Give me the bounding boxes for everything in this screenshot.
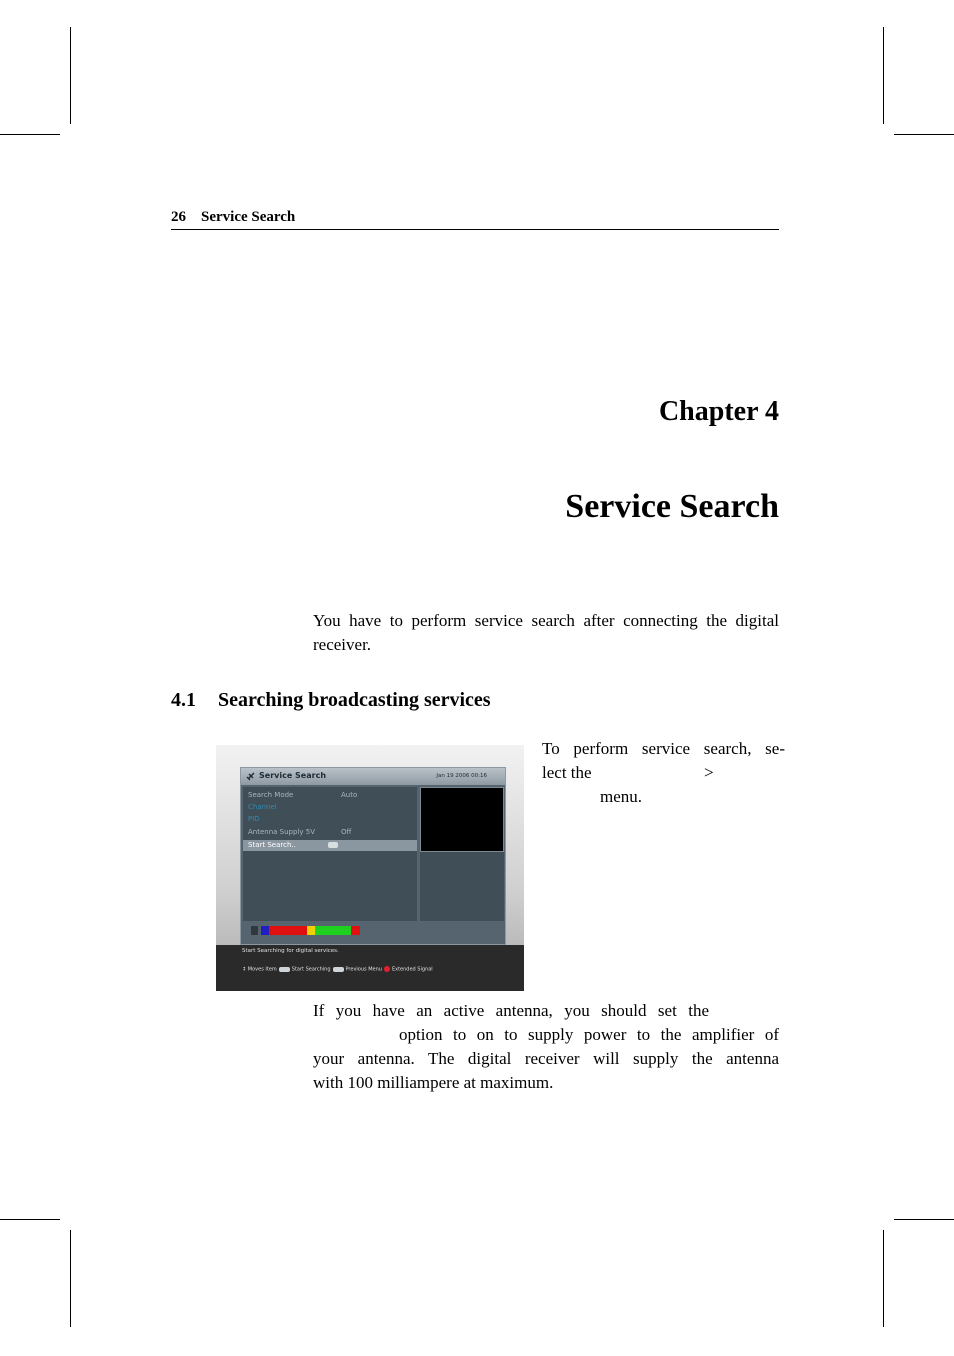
signal-segment-red-end bbox=[351, 926, 360, 935]
osd-help-bar bbox=[216, 945, 524, 991]
status-message: Start Searching for digital services. bbox=[242, 948, 339, 954]
signal-label-icon bbox=[251, 926, 258, 935]
chapter-title: Service Search bbox=[565, 488, 779, 525]
ok-key-icon bbox=[328, 842, 338, 848]
menu-selection-highlight bbox=[243, 840, 417, 851]
menu-item-channel[interactable]: Channel bbox=[248, 803, 277, 811]
section-heading bbox=[171, 689, 491, 712]
running-header bbox=[171, 209, 779, 230]
section-title: Searching broadcasting services bbox=[218, 689, 491, 711]
crop-mark bbox=[894, 1219, 954, 1220]
crop-mark bbox=[894, 134, 954, 135]
satellite-icon bbox=[246, 771, 256, 781]
osd-title-bar bbox=[241, 768, 505, 785]
antenna-line3: your antenna. The digital receiver will supply the antenna bbox=[313, 1049, 779, 1068]
section-number: 4.1 bbox=[171, 689, 196, 711]
crop-mark bbox=[70, 1230, 71, 1327]
info-panel bbox=[420, 852, 504, 921]
side-text-arrow: > bbox=[704, 763, 714, 782]
menu-item-search-mode[interactable]: Search Mode bbox=[248, 791, 294, 799]
side-text-line2 bbox=[542, 761, 592, 785]
intro-paragraph: You have to perform service search after connecting the digital receiver. bbox=[313, 611, 779, 654]
video-preview bbox=[420, 787, 504, 852]
signal-strength-bar bbox=[251, 926, 353, 935]
osd-menu bbox=[243, 787, 417, 921]
osd-title: Service Search bbox=[259, 771, 327, 780]
menu-item-pid[interactable]: PID bbox=[248, 815, 260, 823]
help-keys bbox=[242, 966, 433, 973]
menu-value-antenna-supply: Off bbox=[341, 828, 352, 836]
antenna-line1: If you have an active antenna, you should set the bbox=[313, 1001, 709, 1020]
osd-date: Jan 19 2006 00:16 bbox=[436, 773, 487, 779]
antenna-line2: option to on to supply power to the amplifier of bbox=[399, 1025, 779, 1044]
side-text-line3: menu. bbox=[600, 787, 643, 806]
crop-mark bbox=[0, 1219, 60, 1220]
menu-value-search-mode: Auto bbox=[341, 791, 358, 799]
menu-key-icon bbox=[333, 967, 344, 972]
help-ext: Extended Signal bbox=[391, 966, 433, 973]
running-title: Service Search bbox=[201, 209, 296, 225]
service-search-screenshot bbox=[216, 745, 524, 991]
help-moves: Moves Item bbox=[247, 966, 277, 973]
menu-item-start-search[interactable]: Start Search.. bbox=[248, 841, 296, 849]
help-start: Start Searching bbox=[291, 966, 331, 973]
chapter-label: Chapter 4 bbox=[658, 396, 779, 427]
ok-key-icon bbox=[279, 967, 290, 972]
side-text-lect: lect the bbox=[542, 763, 592, 782]
help-prev: Previous Menu bbox=[345, 966, 382, 973]
osd-window bbox=[240, 767, 506, 945]
signal-segment-blue bbox=[261, 926, 269, 935]
crop-mark bbox=[883, 1230, 884, 1327]
crop-mark bbox=[70, 27, 71, 124]
side-text-line1: To perform service search, se- bbox=[542, 739, 785, 758]
antenna-line4: with 100 milliampere at maximum. bbox=[313, 1073, 554, 1092]
crop-mark bbox=[883, 27, 884, 124]
signal-segment-red bbox=[269, 926, 307, 935]
crop-mark bbox=[0, 134, 60, 135]
red-button-icon bbox=[384, 966, 390, 972]
updown-icon: ↕ bbox=[242, 966, 247, 973]
signal-segment-green bbox=[315, 926, 351, 935]
page-number: 26 bbox=[171, 209, 186, 225]
signal-segment-yellow bbox=[307, 926, 315, 935]
menu-item-antenna-supply[interactable]: Antenna Supply 5V bbox=[248, 828, 315, 836]
